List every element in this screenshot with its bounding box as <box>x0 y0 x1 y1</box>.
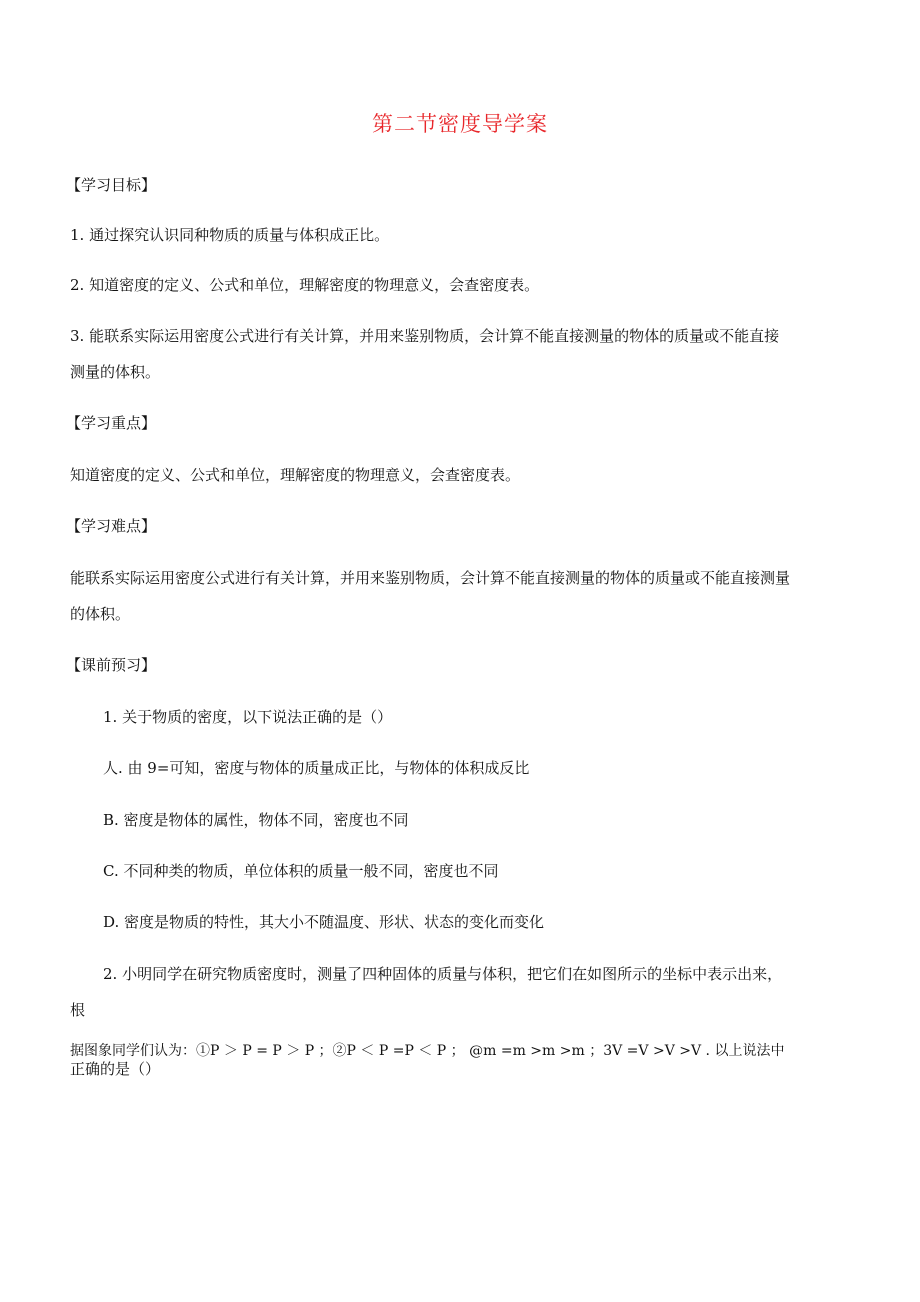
difficult-text: 能联系实际运用密度公式进行有关计算，并用来鉴别物质，会计算不能直接测量的物体的质量或不能直接测量 <box>70 569 791 587</box>
goal-item-3-continued: 测量的体积。 <box>70 363 161 381</box>
key-text: 知道密度的定义、公式和单位，理解密度的物理意义，会查密度表。 <box>70 466 521 484</box>
difficult-text-continued: 的体积。 <box>70 605 131 623</box>
question-2: 2. 小明同学在研究物质密度时，测量了四种固体的质量与体积，把它们在如图所示的坐标中表示出来， <box>103 965 783 983</box>
question-2-statements: 据图象同学们认为：①P ＞ P = P ＞ P ；②P ＜ P =P ＜ P ； @m =m >m >m ；3V =V >V >V . 以上说法中 <box>70 1043 785 1059</box>
goals-heading: 【学习目标】 <box>66 176 157 194</box>
difficult-heading: 【学习难点】 <box>66 517 157 535</box>
document-title: 第二节密度导学案 <box>372 112 548 136</box>
question-1-option-b: B. 密度是物体的属性，物体不同，密度也不同 <box>103 811 409 829</box>
question-1-option-d: D. 密度是物质的特性，其大小不随温度、形状、状态的变化而变化 <box>103 913 545 931</box>
preview-heading: 【课前预习】 <box>66 656 157 674</box>
question-1-option-a: 人. 由 9=可知，密度与物体的质量成正比，与物体的体积成反比 <box>103 759 530 777</box>
goal-item-1: 1. 通过探究认识同种物质的质量与体积成正比。 <box>70 226 390 244</box>
goal-item-3: 3. 能联系实际运用密度公式进行有关计算，并用来鉴别物质，会计算不能直接测量的物体的质量或不能直接 <box>70 327 780 345</box>
question-2-continued: 根 <box>70 1001 86 1019</box>
question-2-prompt: 正确的是（） <box>70 1060 161 1078</box>
question-1: 1. 关于物质的密度，以下说法正确的是（） <box>103 708 393 726</box>
key-heading: 【学习重点】 <box>66 414 157 432</box>
goal-item-2: 2. 知道密度的定义、公式和单位，理解密度的物理意义，会查密度表。 <box>70 276 540 294</box>
question-1-option-c: C. 不同种类的物质，单位体积的质量一般不同，密度也不同 <box>103 862 499 880</box>
